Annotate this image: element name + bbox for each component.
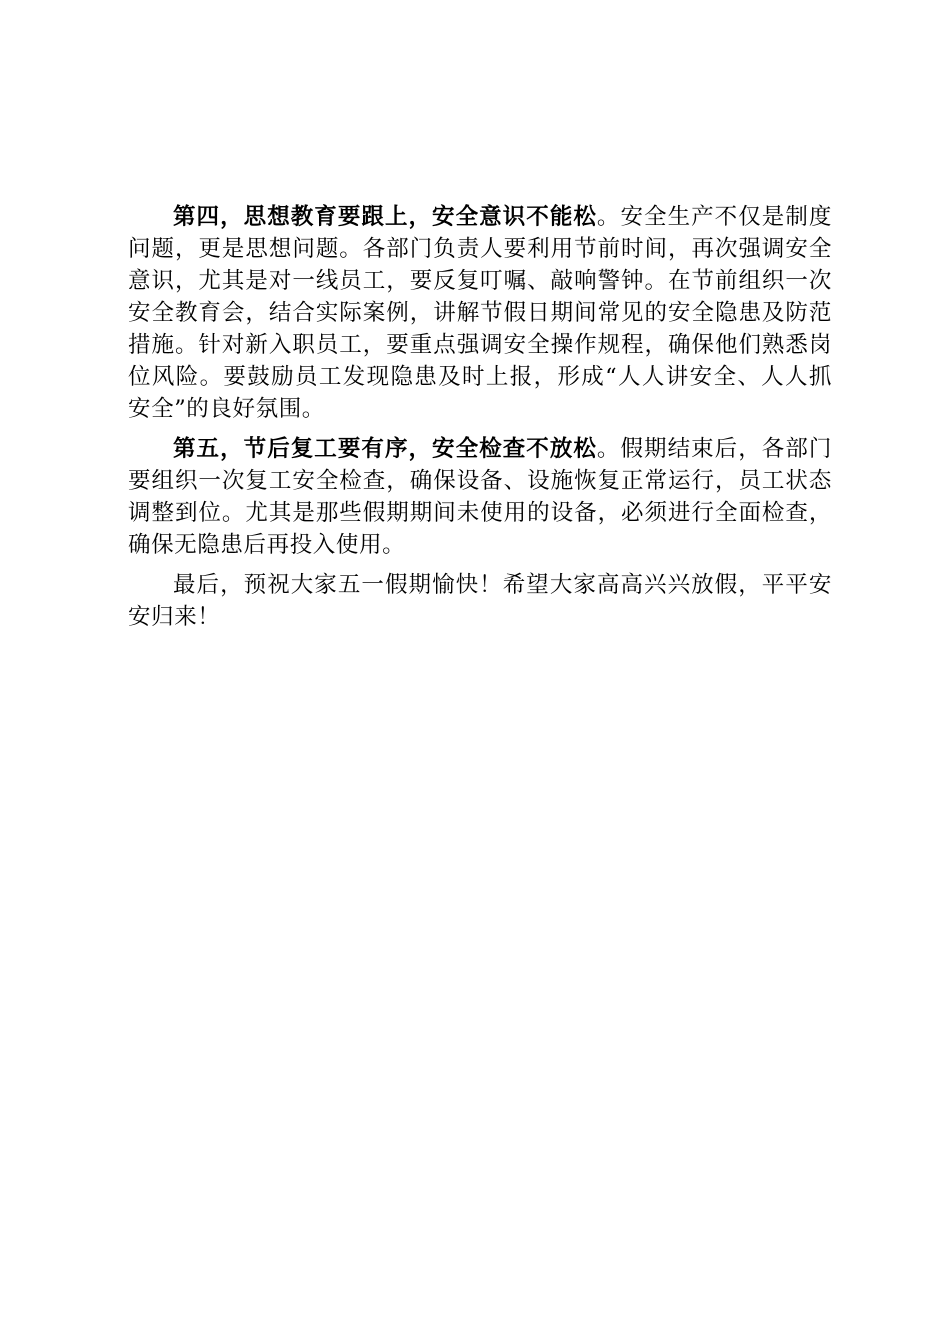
paragraph-fifth-point (128, 433, 832, 561)
paragraph-closing (128, 569, 832, 633)
paragraph-text: 。假期结束后，各部门要组织一次复工安全检查，确保设备、设施恢复正常运行，员工状态调整到位。尤其是那些假期期间未使用的设备，必须进行全面检查，确保无隐患后再投入使用。 (128, 436, 832, 558)
document-body (128, 201, 832, 641)
paragraph-text: 。安全生产不仅是制度问题，更是思想问题。各部门负责人要利用节前时间，再次强调安全意识，尤其是对一线员工，要反复叮嘱、敲响警钟。在节前组织一次安全教育会，结合实际案例，讲解节假日期间常见的安全隐患及防范措施。针对新入职员工，要重点强调安全操作规程，确保他们熟悉岗位风险。要鼓励员工发现隐患及时上报，形成“人人讲安全、人人抓安全”的良好氛围。 (128, 204, 832, 422)
paragraph-heading: 第四，思想教育要跟上，安全意识不能松 (173, 204, 597, 230)
paragraph-text: 最后，预祝大家五一假期愉快！希望大家高高兴兴放假，平平安安归来！ (128, 572, 832, 630)
paragraph-heading: 第五，节后复工要有序，安全检查不放松 (173, 436, 597, 462)
paragraph-fourth-point (128, 201, 832, 425)
